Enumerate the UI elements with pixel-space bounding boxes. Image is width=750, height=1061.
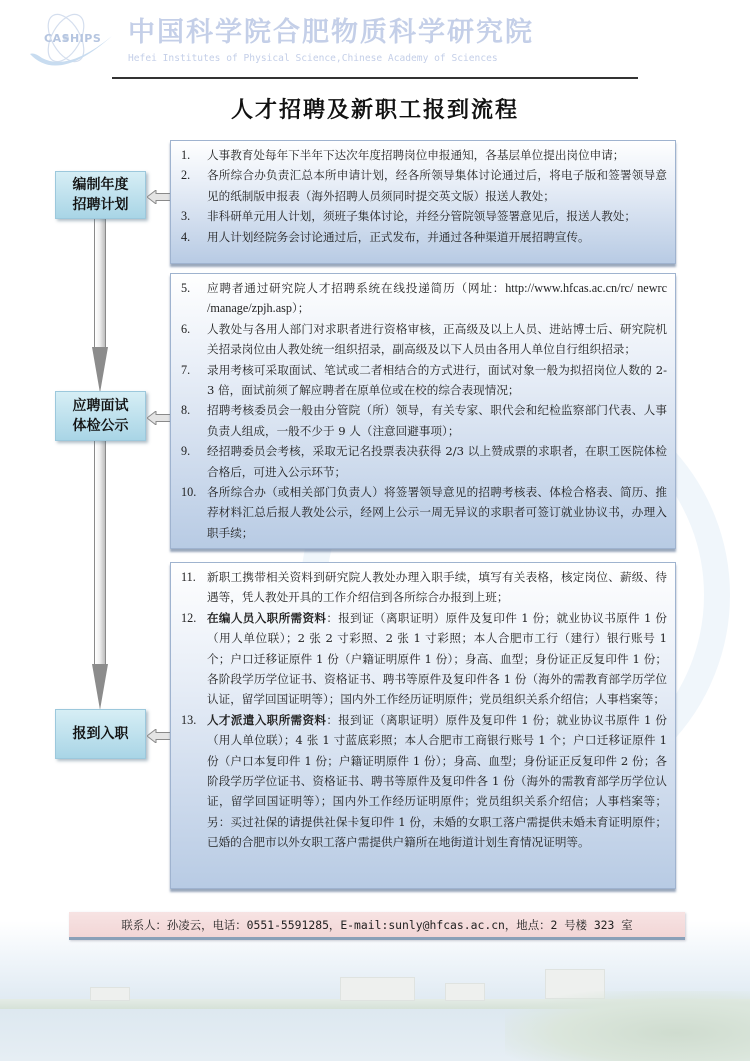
flow-connector-1	[94, 219, 106, 353]
item-number: 10.	[181, 485, 197, 500]
building	[340, 977, 415, 1001]
left-arrow-icon	[147, 411, 171, 425]
step-label-line1: 应聘面试	[72, 398, 129, 414]
panel-interview-publicity	[170, 273, 676, 549]
item-text: 非科研单元用人计划，须班子集体讨论，并经分管院领导签署意见后，报送人教处；	[207, 209, 636, 224]
page-title: 人才招聘及新职工报到流程	[230, 98, 519, 123]
item-text: 各所综合办（或相关部门负责人）将签署领导意见的招聘考核表、体检合格表、简历、推荐材料汇总后报人教处公示，经网上公示一周无异议的求职者可签订就业协议书，办理入职手续；	[207, 485, 667, 540]
flow-arrowhead-2	[92, 664, 108, 710]
item-heading: 在编人员入职所需资料	[207, 610, 327, 625]
step-label-line1: 报到入职	[72, 726, 129, 742]
item-text: 录用考核可采取面试、笔试或二者相结合的方式进行，面试对象一般为拟招岗位人数的 2-3 倍，面试前须了解应聘者在原单位或在校的综合表现情况；	[207, 362, 667, 398]
item-text: 应聘者通过研究院人才招聘系统在线投递简历（网址：	[207, 281, 506, 295]
item-number: 1.	[181, 148, 191, 162]
item-text: 人教处与各用人部门对求职者进行资格审核，正高级及以上人员、进站博士后、研究院机关招录岗位由人教处统一组织招录，副高级及以下人员由各用人单位自行组织招录；	[207, 321, 667, 357]
item-number: 12.	[181, 610, 197, 625]
item-heading: 人才派遣入职所需资料	[207, 712, 327, 727]
item-number: 2.	[181, 168, 191, 183]
item-text: 人事教育处每年下半年下达次年度招聘岗位申报通知，各基层单位提出岗位申请；	[207, 148, 625, 162]
item-number: 11.	[181, 570, 196, 584]
building	[445, 983, 485, 1001]
list-item	[181, 710, 667, 853]
list-item	[181, 608, 667, 710]
step-label-line1: 编制年度	[72, 177, 129, 193]
step-onboarding	[55, 709, 146, 759]
item-text: ：报到证（离职证明）原件及复印件 1 份；就业协议书原件 1 份（用人单位联）；2 张 2 寸彩照、2 张 1 寸彩照；本人合肥市工行（建行）银行账号 1 个；户口迁移证原件 1 份（户籍证明原件 1 份）；身高、血型；身份证正反复印件 1 份；各阶段学历学位证书、资格证书、聘书等原件及复印件各 1 份（海外的需教育部学历学位认证，留学回国证明等）；国内外工作经历证明原件；党员组织关系介绍信；人事档案等；	[207, 610, 667, 707]
item-number: 13.	[181, 712, 197, 727]
item-text: 各所综合办负责汇总本所申请计划，经各所领导集体讨论通过后，将电子版和签署领导意见的纸制版申报表（海外招聘人员须同时提交英文版）报送人教处；	[207, 168, 667, 203]
header-divider	[112, 77, 638, 79]
item-number: 8.	[181, 403, 191, 418]
item-number: 5.	[181, 281, 191, 295]
list-item	[181, 400, 667, 441]
list-item	[181, 278, 667, 319]
step-interview-publicity	[55, 391, 146, 441]
list-item	[181, 145, 667, 165]
flow-connector-2	[94, 441, 106, 671]
item-text: 招聘考核委员会一般由分管院（所）领导，有关专家、职代会和纪检监察部门代表、人事负责人组成，一般不少于 9 人（注意回避事项）；	[207, 403, 667, 438]
logo-text: CASHIPS	[44, 32, 102, 45]
list-item	[181, 567, 667, 608]
item-text: 新职工携带相关资料到研究院人教处办理入职手续，填写有关表格，核定岗位、薪级、待遇等，凭人教处开具的工作介绍信到各所综合办报到上班；	[207, 570, 667, 605]
item-number: 7.	[181, 362, 191, 377]
trees	[505, 991, 750, 1061]
institute-logo	[8, 6, 118, 76]
left-arrow-icon	[147, 190, 171, 204]
item-text: 用人计划经院务会讨论通过后，正式发布，并通过各种渠道开展招聘宣传。	[207, 229, 590, 244]
flow-arrowhead-1	[92, 347, 108, 393]
list-item	[181, 206, 667, 226]
panel-annual-plan	[170, 140, 676, 264]
item-number: 4.	[181, 229, 191, 244]
panel-onboarding	[170, 562, 676, 889]
left-arrow-icon	[147, 729, 171, 743]
item-text: 经招聘委员会考核，采取无记名投票表决获得 2/3 以上赞成票的求职者，在职工医院体检合格后，可进入公示环节；	[207, 444, 667, 479]
building	[90, 987, 130, 1001]
org-name-english: Hefei Institutes of Physical Science,Chinese Academy of Sciences	[128, 53, 498, 64]
list-item	[181, 482, 667, 543]
org-name-chinese: 中国科学院合肥物质科学研究院	[128, 17, 534, 48]
list-item	[181, 319, 667, 360]
list-item	[181, 441, 667, 482]
item-text: ：报到证（离职证明）原件及复印件 1 份；就业协议书原件 1 份（用人单位联）；4 张 1 寸蓝底彩照；本人合肥市工商银行账号 1 个；户口迁移证原件 1 份（户口本复印件 1 份；户籍证明原件 1 份）；身高、血型；身份证正反复印件 2 份；各阶段学历学位证书、资格证书、聘书等原件及复印件各 1 份（海外的需教育部学历学位认证，留学回国证明等）；国内外工作经历证明原件；党员组织关系介绍信；人事档案等；另：买过社保的请提供社保卡复印件 1 份，未婚的女职工落户需提供未婚未育证明原件；已婚的合肥市以外女职工落户需提供户籍所在地街道计划生育情况证明等。	[207, 712, 667, 850]
item-number: 3.	[181, 209, 191, 224]
item-text-after: ）；	[291, 301, 310, 316]
step-label-line2: 体检公示	[72, 418, 129, 434]
step-label-line2: 招聘计划	[72, 197, 129, 213]
list-item	[181, 165, 667, 206]
step-annual-plan	[55, 171, 146, 219]
list-item	[181, 227, 667, 247]
item-number: 9.	[181, 444, 191, 459]
contact-info-bar: 联系人：孙凌云，电话：0551-5591285，E-mail:sunly@hfcas.ac.cn，地点：2 号楼 323 室	[69, 912, 685, 940]
list-item	[181, 360, 667, 401]
recruitment-url-link[interactable]: http://www.hfcas.ac.cn/rc/ newrc /manage/zpjh.asp	[207, 281, 667, 316]
item-number: 6.	[181, 321, 191, 336]
campus-lake-background	[0, 921, 750, 1061]
